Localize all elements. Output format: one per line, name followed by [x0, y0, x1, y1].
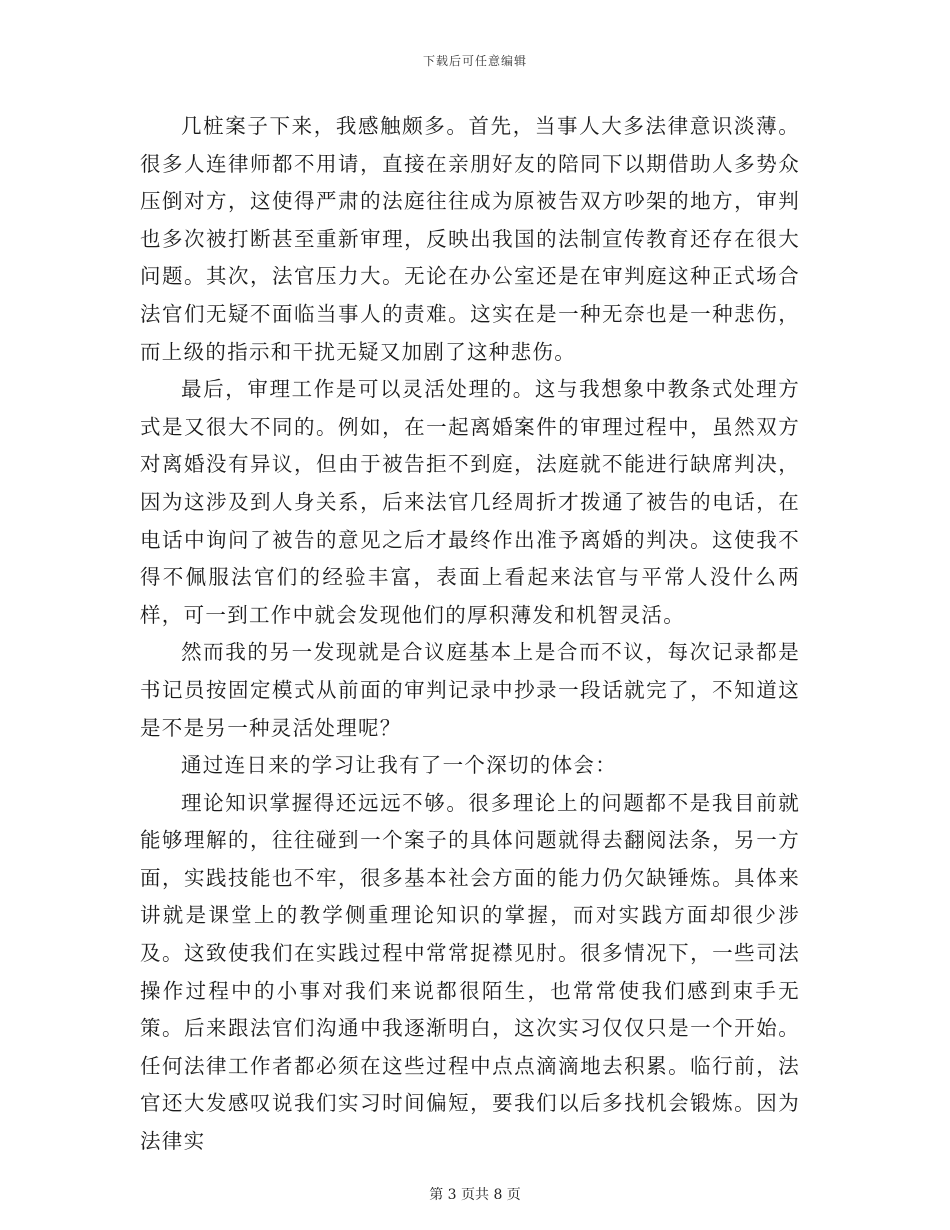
- paragraph-2: 最后，审理工作是可以灵活处理的。这与我想象中教条式处理方式是又很大不同的。例如，在一起离婚案件的审理过程中，虽然双方对离婚没有异议，但由于被告拒不到庭，法庭就不能进行缺席判决，因为这涉及到人身关系，后来法官几经周折才拨通了被告的电话，在电话中询问了被告的意见之后才最终作出准予离婚的判决。这使我不得不佩服法官们的经验丰富，表面上看起来法官与平常人没什么两样，可一到工作中就会发现他们的厚积薄发和机智灵活。: [140, 377, 800, 627]
- paragraph-5: 理论知识掌握得还远远不够。很多理论上的问题都不是我目前就能够理解的，往往碰到一个案子的具体问题就得去翻阅法条，另一方面，实践技能也不牢，很多基本社会方面的能力仍欠缺锤炼。具体来讲就是课堂上的教学侧重理论知识的掌握，而对实践方面却很少涉及。这致使我们在实践过程中常常捉襟见肘。很多情况下，一些司法操作过程中的小事对我们来说都很陌生，也常常使我们感到束手无策。后来跟法官们沟通中我逐渐明白，这次实习仅仅只是一个开始。任何法律工作者都必须在这些过程中点点滴滴地去积累。临行前，法官还大发感叹说我们实习时间偏短，要我们以后多找机会锻炼。因为法律实: [140, 790, 800, 1154]
- paragraph-4: 通过连日来的学习让我有了一个深切的体会：: [181, 753, 617, 778]
- page-number: 第 3 页共 8 页: [429, 1187, 521, 1203]
- paragraph-3: 然而我的另一发现就是合议庭基本上是合而不议，每次记录都是书记员按固定模式从前面的审判记录中抄录一段话就完了，不知道这是不是另一种灵活处理呢？: [140, 640, 800, 740]
- page-header: 下载后可任意编辑: [422, 54, 527, 68]
- document-body: [140, 108, 800, 1161]
- paragraph-1: 几桩案子下来，我感触颇多。首先，当事人大多法律意识淡薄。很多人连律师都不用请，直接在亲朋好友的陪同下以期借助人多势众压倒对方，这使得严肃的法庭往往成为原被告双方吵架的地方，审判也多次被打断甚至重新审理，反映出我国的法制宣传教育还存在很大问题。其次，法官压力大。无论在办公室还是在审判庭这种正式场合法官们无疑不面临当事人的责难。这实在是一种无奈也是一种悲伤，而上级的指示和干扰无疑又加剧了这种悲伤。: [140, 114, 800, 364]
